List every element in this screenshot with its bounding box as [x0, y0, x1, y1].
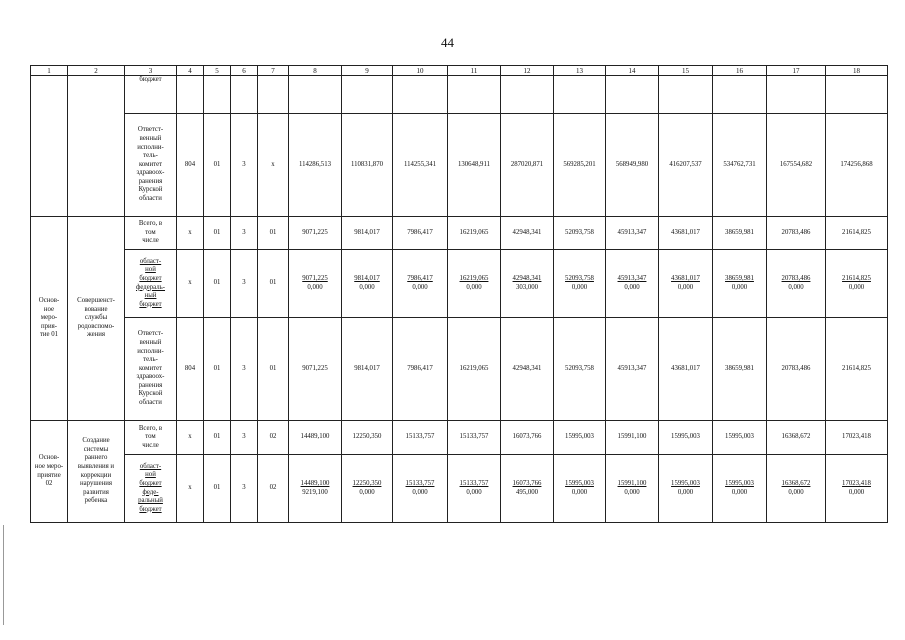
federal-value: 0,000: [412, 283, 428, 291]
value-cell: 42948,341: [501, 318, 554, 421]
code-cell: 01: [258, 217, 289, 250]
federal-value: 0,000: [466, 488, 482, 496]
code-cell: 3: [231, 114, 258, 217]
row-cell: [231, 76, 258, 114]
row-cell: [177, 76, 204, 114]
federal-value: 495,000: [515, 488, 539, 496]
federal-value: 0,000: [624, 283, 640, 291]
code-cell: 01: [204, 217, 231, 250]
value-cell: [826, 455, 888, 523]
row-type-cell: Ответст- венный исполни- тель- комитет здравоох- ранения Курской области: [125, 114, 177, 217]
row-cell: [501, 76, 554, 114]
value-cell: [342, 250, 393, 318]
regional-value: 14489,100: [300, 479, 330, 487]
regional-value: 17023,418: [842, 479, 871, 487]
regional-value: 9814,017: [354, 274, 380, 282]
value-cell: 38659,981: [713, 318, 767, 421]
federal-value: 0,000: [731, 283, 748, 291]
margin-line: [3, 525, 4, 625]
regional-value: 15995,003: [565, 479, 594, 487]
regional-value: 15995,003: [671, 479, 700, 487]
header-cell: 4: [177, 66, 204, 76]
value-cell: [448, 455, 501, 523]
code-cell: 3: [231, 250, 258, 318]
value-cell: 16368,672: [767, 421, 826, 455]
row-cell: [713, 76, 767, 114]
row-cell: [393, 76, 448, 114]
federal-value: 0,000: [788, 283, 804, 291]
value-cell: 9814,017: [342, 217, 393, 250]
code-cell: 01: [258, 250, 289, 318]
value-cell: 130648,911: [448, 114, 501, 217]
header-cell: 17: [767, 66, 826, 76]
table-row: [31, 421, 888, 455]
row-type-cell: бюджет: [125, 76, 177, 114]
code-cell: 3: [231, 318, 258, 421]
header-cell: 9: [342, 66, 393, 76]
value-cell: [554, 455, 606, 523]
value-cell: 9814,017: [342, 318, 393, 421]
value-cell: [393, 250, 448, 318]
value-cell: 14489,100: [289, 421, 342, 455]
value-cell: 167554,682: [767, 114, 826, 217]
table-row: [31, 76, 888, 114]
federal-value: 9219,100: [302, 488, 328, 496]
value-cell: 21614,825: [826, 318, 888, 421]
regional-value: 16219,065: [459, 274, 489, 282]
code-cell: 01: [204, 455, 231, 523]
value-cell: [606, 455, 659, 523]
row-cell: [68, 76, 125, 217]
code-cell: 3: [231, 421, 258, 455]
value-cell: 52093,758: [554, 318, 606, 421]
row-cell: [554, 76, 606, 114]
measure-name-cell: Основ- ное меро- приятие 02: [31, 421, 68, 523]
value-cell: [448, 250, 501, 318]
value-cell: 7986,417: [393, 217, 448, 250]
value-cell: 15133,757: [393, 421, 448, 455]
value-cell: 287020,871: [501, 114, 554, 217]
value-cell: [393, 455, 448, 523]
value-cell: 38659,981: [713, 217, 767, 250]
code-cell: х: [177, 421, 204, 455]
header-row: [31, 66, 888, 76]
row-type-cell: Всего, в том числе: [125, 217, 177, 250]
value-cell: [289, 455, 342, 523]
value-cell: [501, 250, 554, 318]
regional-value: 12250,350: [352, 479, 382, 487]
value-cell: 52093,758: [554, 217, 606, 250]
regional-value: 38659,981: [725, 274, 754, 282]
header-cell: 18: [826, 66, 888, 76]
federal-value: 0,000: [677, 488, 694, 496]
row-type-cell: област- ной бюджет федераль- ный бюджет: [125, 250, 177, 318]
regional-value: 15133,757: [459, 479, 489, 487]
regional-value: 16368,672: [781, 479, 811, 487]
header-cell: 15: [659, 66, 713, 76]
row-cell: [767, 76, 826, 114]
code-cell: х: [258, 114, 289, 217]
value-cell: 16219,065: [448, 217, 501, 250]
regional-value: 9071,225: [302, 274, 328, 282]
row-cell: [342, 76, 393, 114]
value-cell: 114255,341: [393, 114, 448, 217]
table-row: [31, 455, 888, 523]
header-cell: 13: [554, 66, 606, 76]
value-cell: 45913,347: [606, 217, 659, 250]
table-row: [31, 114, 888, 217]
header-cell: 6: [231, 66, 258, 76]
table-row: [31, 217, 888, 250]
value-cell: [606, 250, 659, 318]
regional-value: 16073,766: [512, 479, 542, 487]
value-cell: 15995,003: [713, 421, 767, 455]
federal-value: 0,000: [624, 488, 640, 496]
value-cell: 174256,868: [826, 114, 888, 217]
value-cell: [659, 455, 713, 523]
value-cell: 568949,980: [606, 114, 659, 217]
header-cell: 5: [204, 66, 231, 76]
row-cell: [289, 76, 342, 114]
value-cell: 110831,870: [342, 114, 393, 217]
value-cell: 17023,418: [826, 421, 888, 455]
regional-value: 20783,486: [781, 274, 811, 282]
row-type-cell: област- ной бюджет феде- ральный бюджет: [125, 455, 177, 523]
value-cell: 21614,825: [826, 217, 888, 250]
value-cell: 15995,003: [554, 421, 606, 455]
value-cell: 20783,486: [767, 318, 826, 421]
header-cell: 12: [501, 66, 554, 76]
header-cell: 10: [393, 66, 448, 76]
header-cell: 1: [31, 66, 68, 76]
value-cell: 12250,350: [342, 421, 393, 455]
value-cell: 9071,225: [289, 318, 342, 421]
federal-value: 0,000: [571, 488, 588, 496]
value-cell: [713, 250, 767, 318]
value-cell: [713, 455, 767, 523]
value-cell: 42948,341: [501, 217, 554, 250]
regional-value: 43681,017: [671, 274, 700, 282]
value-cell: [501, 455, 554, 523]
regional-value: 15995,003: [725, 479, 754, 487]
table-row: [31, 250, 888, 318]
value-cell: 20783,486: [767, 217, 826, 250]
header-cell: 11: [448, 66, 501, 76]
federal-value: 303,000: [515, 283, 539, 291]
federal-value: 0,000: [677, 283, 694, 291]
value-cell: [289, 250, 342, 318]
code-cell: 01: [204, 114, 231, 217]
value-cell: 45913,347: [606, 318, 659, 421]
regional-value: 52093,758: [565, 274, 594, 282]
code-cell: 01: [204, 421, 231, 455]
table-row: [31, 318, 888, 421]
code-cell: 02: [258, 421, 289, 455]
value-cell: [659, 250, 713, 318]
row-cell: [826, 76, 888, 114]
value-cell: 416207,537: [659, 114, 713, 217]
value-cell: 16073,766: [501, 421, 554, 455]
value-cell: 15995,003: [659, 421, 713, 455]
code-cell: 01: [204, 318, 231, 421]
code-cell: 01: [204, 250, 231, 318]
code-cell: 3: [231, 455, 258, 523]
row-cell: [204, 76, 231, 114]
code-cell: 804: [177, 318, 204, 421]
budget-table: [30, 65, 888, 523]
value-cell: [767, 250, 826, 318]
value-cell: [342, 455, 393, 523]
row-cell: [448, 76, 501, 114]
regional-value: 45913,347: [617, 274, 647, 282]
value-cell: 534762,731: [713, 114, 767, 217]
row-cell: [606, 76, 659, 114]
header-cell: 2: [68, 66, 125, 76]
code-cell: х: [177, 250, 204, 318]
header-cell: 8: [289, 66, 342, 76]
page-number: 44: [441, 35, 454, 50]
value-cell: 9071,225: [289, 217, 342, 250]
value-cell: [767, 455, 826, 523]
regional-value: 15133,757: [405, 479, 435, 487]
federal-value: 0,000: [848, 283, 865, 291]
header-cell: 7: [258, 66, 289, 76]
code-cell: х: [177, 455, 204, 523]
code-cell: 01: [258, 318, 289, 421]
value-cell: 43681,017: [659, 217, 713, 250]
row-cell: [659, 76, 713, 114]
measure-title-cell: Создание системы раннего выявления и коррекции нарушения развития ребенка: [68, 421, 125, 523]
regional-value: 7986,417: [407, 274, 433, 282]
federal-value: 0,000: [571, 283, 588, 291]
federal-value: 0,000: [466, 283, 482, 291]
code-cell: 804: [177, 114, 204, 217]
row-cell: [31, 76, 68, 217]
federal-value: 0,000: [731, 488, 748, 496]
value-cell: 114286,513: [289, 114, 342, 217]
header-cell: 14: [606, 66, 659, 76]
measure-title-cell: Совершенст- вование службы родовспомо- жения: [68, 217, 125, 421]
code-cell: 02: [258, 455, 289, 523]
header-cell: 3: [125, 66, 177, 76]
value-cell: 43681,017: [659, 318, 713, 421]
federal-value: 0,000: [359, 283, 375, 291]
row-cell: [258, 76, 289, 114]
code-cell: х: [177, 217, 204, 250]
federal-value: 0,000: [412, 488, 428, 496]
federal-value: 0,000: [307, 283, 323, 291]
row-type-cell: Всего, в том числе: [125, 421, 177, 455]
regional-value: 15991,100: [617, 479, 647, 487]
value-cell: 7986,417: [393, 318, 448, 421]
measure-name-cell: Основ- ное меро- прия- тие 01: [31, 217, 68, 421]
header-cell: 16: [713, 66, 767, 76]
value-cell: [826, 250, 888, 318]
regional-value: 21614,825: [842, 274, 871, 282]
code-cell: 3: [231, 217, 258, 250]
row-type-cell: Ответст- венный исполни- тель- комитет здравоох- ранения Курской области: [125, 318, 177, 421]
federal-value: 0,000: [359, 488, 375, 496]
value-cell: [554, 250, 606, 318]
value-cell: 16219,065: [448, 318, 501, 421]
value-cell: 15133,757: [448, 421, 501, 455]
value-cell: 569285,201: [554, 114, 606, 217]
value-cell: 15991,100: [606, 421, 659, 455]
federal-value: 0,000: [848, 488, 865, 496]
regional-value: 42948,341: [512, 274, 542, 282]
federal-value: 0,000: [788, 488, 804, 496]
